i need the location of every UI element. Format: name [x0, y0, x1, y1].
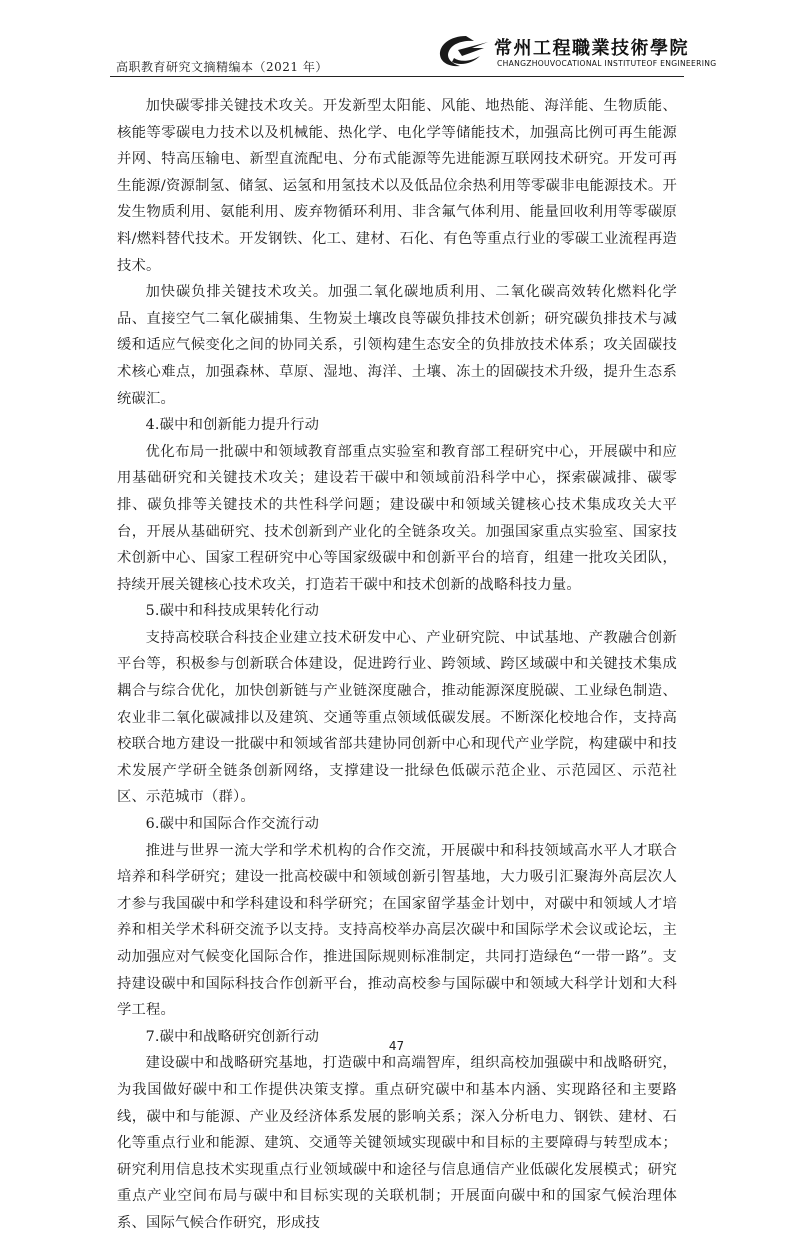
page-header — [0, 0, 793, 78]
page-number: 47 — [388, 1039, 405, 1053]
header-divider — [110, 76, 684, 77]
school-name-english: CHANGZHOUVOCATIONAL INSTITUTEOF ENGINEERING — [497, 59, 717, 68]
section-heading-4: 4.碳中和创新能力提升行动 — [145, 417, 320, 434]
paragraph-negative-carbon: 加快碳负排关键技术攻关。加强二氧化碳地质利用、二氧化碳高效转化燃料化学品、直接空气二氧化碳捕集、生物炭土壤改良等碳负排技术创新；研究碳负排技术与减缓和适应气候变化之间的协同关系，引领构建生态安全的负排放技术体系；攻关固碳技术核心难点，加强森林、草原、湿地、海洋、土壤、冻土的固碳技术升级，提升生态系统碳汇。 — [117, 284, 677, 407]
paragraph-international-cooperation: 推进与世界一流大学和学术机构的合作交流，开展碳中和科技领域高水平人才联合培养和科学研究；建设一批高校碳中和领域创新引智基地，大力吸引汇聚海外高层次人才参与我国碳中和学科建设和科学研究；在国家留学基金计划中，对碳中和领域人才培养和相关学术科研交流予以支持。支持高校举办高层次碳中和国际学术会议或论坛，主动加强应对气候变化国际合作，推进国际规则标准制定，共同打造绿色“一带一路”。支持建设碳中和国际科技合作创新平台，推动高校参与国际碳中和领域大科学计划和大科学工程。 — [117, 842, 677, 1019]
article-body — [117, 93, 677, 1237]
section-heading-5: 5.碳中和科技成果转化行动 — [145, 603, 320, 620]
school-logo-icon — [436, 32, 490, 70]
school-logo-icon — [436, 32, 490, 70]
paragraph-innovation-capacity: 优化布局一批碳中和领域教育部重点实验室和教育部工程研究中心，开展碳中和应用基础研究和关键技术攻关；建设若干碳中和领域前沿科学中心，探索碳减排、碳零排、碳负排等关键技术的共性科学问题；建设碳中和领域关键核心技术集成攻关大平台，开展从基础研究、技术创新到产业化的全链条攻关。加强国家重点实验室、国家技术创新中心、国家工程研究中心等国家级碳中和创新平台的培育，组建一批攻关团队，持续开展关键核心技术攻关，打造若干碳中和技术创新的战略科技力量。 — [117, 443, 677, 593]
paragraph-strategy-research: 建设碳中和战略研究基地，打造碳中和高端智库，组织高校加强碳中和战略研究，为我国做好碳中和工作提供决策支撑。重点研究碳中和基本内涵、实现路径和主要路线，碳中和与能源、产业及经济体系发展的影响关系；深入分析电力、钢铁、建材、石化等重点行业和能源、建筑、交通等关键领域实现碳中和目标的主要障碍与转型成本；研究利用信息技术实现重点行业领域碳中和途径与信息通信产业低碳化发展模式；研究重点产业空间布局与碳中和目标实现的关联机制；开展面向碳中和的国家气候治理体系、国际气候合作研究，形成技 — [117, 1055, 677, 1231]
publication-title: 高职教育研究文摘精编本（2021 年） — [116, 60, 328, 74]
paragraph-zero-carbon: 加快碳零排关键技术攻关。开发新型太阳能、风能、地热能、海洋能、生物质能、核能等零碳电力技术以及机械能、热化学、电化学等储能技术，加强高比例可再生能源并网、特高压输电、新型直流配电、分布式能源等先进能源互联网技术研究。开发可再生能源/资源制氢、储氢、运氢和用氢技术以及低品位余热利用等零碳非电能源技术。开发生物质利用、氨能利用、废弃物循环利用、非含氟气体利用、能量回收利用等零碳原料/燃料替代技术。开发钢铁、化工、建材、石化、有色等重点行业的零碳工业流程再造技术。 — [117, 98, 677, 274]
section-heading-7: 7.碳中和战略研究创新行动 — [145, 1028, 320, 1045]
paragraph-achievement-transfer: 支持高校联合科技企业建立技术研发中心、产业研究院、中试基地、产教融合创新平台等，积极参与创新联合体建设，促进跨行业、跨领域、跨区域碳中和关键技术集成耦合与综合优化，加快创新链与产业链深度融合，推动能源深度脱碳、工业绿色制造、农业非二氧化碳减排以及建筑、交通等重点领域低碳发展。不断深化校地合作，支持高校联合地方建设一批碳中和领域省部共建协同创新中心和现代产业学院，构建碳中和技术发展产学研全链条创新网络，支撑建设一批绿色低碳示范企业、示范园区、示范社区、示范城市（群）。 — [117, 629, 677, 806]
section-heading-6: 6.碳中和国际合作交流行动 — [145, 816, 320, 833]
school-name-chinese: 常州工程職業技術學院 — [494, 38, 689, 59]
